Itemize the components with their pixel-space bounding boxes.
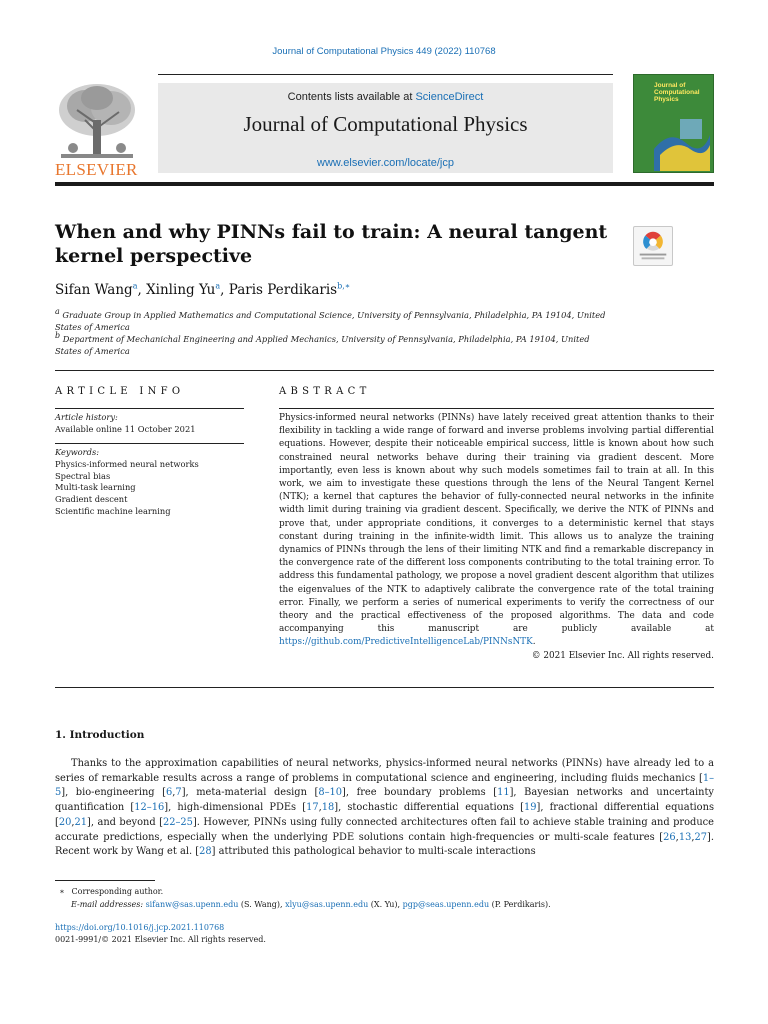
cover-title: Journal of Computational Physics [654,82,700,103]
affiliation-text: Department of Mechanichal Engineering and Applied Mechanics, University of Pennsylvania, Philadelphia, PA 19104, United States of America [55,334,590,356]
paragraph-text: ], Bayesian networks and uncertainty quantification [ [55,787,714,814]
affiliation-a [55,309,615,333]
paragraph-text: ], free boundary problems [ [342,787,498,799]
keyword-item: Gradient descent [55,494,128,505]
author-name: Xinling Yu [146,282,216,298]
paragraph-text: ], high-dimensional PDEs [ [164,802,307,814]
journal-homepage-link[interactable]: www.elsevier.com/locate/jcp [317,157,454,169]
article-info-rule [55,408,244,409]
affiliation-mark: b [55,331,61,341]
corresponding-author-label: Corresponding author. [71,887,164,896]
history-value: Available online 11 October 2021 [55,423,196,434]
paragraph-text: ]. Recent work by Wang et al. [ [55,831,714,858]
paragraph-text: ], meta-material design [ [181,787,319,799]
crossmark-icon [634,227,672,265]
journal-citation-link[interactable]: Journal of Computational Physics 449 (2022) 110768 [272,46,496,57]
journal-title-box [158,83,613,173]
citation-link[interactable]: 17 [306,802,319,814]
citation-link[interactable]: 7 [175,787,182,799]
affiliation-marker[interactable]: a [132,281,138,291]
citation-link[interactable]: 20 [58,816,72,828]
citation-link[interactable]: 11 [497,787,510,799]
author-name: Sifan Wang [55,282,133,298]
affiliation-marker[interactable]: a [215,281,221,291]
keyword-item: Scientific machine learning [55,505,171,516]
paragraph-text: Thanks to the approximation capabilities of neural networks, physics-informed neural networks (PINNs) have already led to a series of remarkable results across a range of problems in computational science and engineering, including fluids mechanics [ [55,758,714,784]
citation-link[interactable]: 22–25 [162,816,193,828]
email-link[interactable]: xlyu@sas.upenn.edu [285,899,369,909]
journal-name: Journal of Computational Physics [243,112,528,136]
citation-link[interactable]: 26 [663,831,676,843]
paragraph-text: , [172,787,176,799]
keyword-item: Spectral bias [55,470,111,481]
citation-link[interactable]: 27 [694,831,708,843]
abstract-heading: ABSTRACT [279,386,371,397]
journal-masthead [55,74,714,186]
abstract-body [279,412,714,663]
footnotes [55,886,714,911]
email-owner: (X. Yu), [368,899,403,909]
email-label: E-mail addresses: [71,899,144,909]
paragraph-text: , [318,802,322,814]
journal-cover-thumbnail[interactable] [633,74,714,173]
affiliation-b [55,333,615,357]
email-owner: (S. Wang), [238,899,286,909]
paragraph-text: ], stochastic differential equations [ [334,802,524,814]
abstract-copyright: © 2021 Elsevier Inc. All rights reserved. [531,650,714,661]
article-history [55,412,245,435]
history-label: Article history: [55,412,118,422]
masthead-bottom-rule [55,182,714,186]
keywords-rule [55,443,244,444]
footnote-rule [55,880,155,881]
masthead-top-rule [158,74,613,75]
keyword-item: Multi-task learning [55,482,136,493]
section-divider [55,687,714,688]
affiliation-text: Graduate Group in Applied Mathematics and Computational Science, University of Pennsylvania, Philadelphia, PA 19104, United States of America [55,310,606,332]
footnote-star: ∗ [59,887,65,896]
keywords-block [55,447,245,518]
contents-availability-line [158,91,613,103]
article-title: When and why PINNs fail to train: A neural tangent kernel perspective [55,221,608,267]
sciencedirect-link[interactable]: ScienceDirect [415,91,484,103]
citation-link[interactable]: 12–16 [134,802,165,814]
paragraph-text: ] attributed this pathological behavior to multi-scale interactions [211,846,536,858]
section-heading-introduction: 1. Introduction [55,729,145,741]
contents-prefix: Contents lists available at [287,91,416,103]
affiliation-mark: a [55,307,60,317]
paragraph-text: ]. However, PINNs using fully connected architectures often fail to achieve stable training and produce accurate predictions, especially when the underlying PDE solutions contain high-frequencies or multi-scale features [ [55,816,715,843]
paragraph-text: ], fractional differential equations [ [55,802,714,828]
paragraph-text: , [675,831,679,843]
check-for-updates-badge[interactable] [633,226,673,266]
introduction-paragraph [55,757,714,860]
elsevier-wordmark: ELSEVIER [55,160,138,179]
citation-link[interactable]: 1–5 [55,772,714,799]
elsevier-tree-logo-icon [55,80,139,166]
abstract-text-end: . [532,637,536,648]
doi-link[interactable]: https://doi.org/10.1016/j.jcp.2021.110768 [55,923,225,932]
author-name: Paris Perdikaris [228,282,338,298]
article-info-heading: ARTICLE INFO [55,386,185,397]
citation-link[interactable]: 21 [74,816,88,828]
affiliation-marker[interactable]: b,∗ [337,281,351,291]
affiliations [55,309,615,357]
corresponding-author-note [55,886,714,899]
cover-artwork-icon [650,109,712,171]
abstract-text: Physics-informed neural networks (PINNs) have lately received great attention thanks to their flexibility in tackling a wide range of forward and inverse problems involving partial differential equations. However, despite their noticeable empirical success, little is known about how such constrained neural networks behave during their training via gradient descent. More importantly, even less is known about why such models sometimes fail to train at all. In this work, we aim to investigate these questions through the lens of the Neural Tangent Kernel (NTK); a kernel that captures the behavior of fully-connected neural networks in the infinite width limit during training via gradient descent. Specifically, we derive the NTK of PINNs and prove that, under appropriate conditions, it converges to a deterministic kernel that stays constant during training in the infinite-width limit. This allows us to analyze the training dynamics of PINNs through the lens of their limiting NTK and find a remarkable discrepancy in the convergence rate of the different loss components contributing to the total training error. To address this fundamental pathology, we propose a novel gradient descent algorithm that utilizes the eigenvalues of the NTK to adaptively calibrate the convergence rate of the total training error. Finally, we perform a series of numerical experiments to verify the correctness of our theory and the practical effectiveness of the proposed algorithms. The data and code accompanying this manuscript are publicly available at [279,413,714,635]
paragraph-text: ], bio-engineering [ [61,787,167,799]
citation-link[interactable]: 13 [678,831,692,843]
email-addresses [55,899,714,912]
issn-copyright: 0021-9991/© 2021 Elsevier Inc. All rights reserved. [55,935,266,945]
author-list: Sifan Wang$^a$, Xinling Yu$^a$, Paris Perdikaris$^{b,∗}$ [55,281,351,298]
keyword-item: Physics-informed neural networks [55,458,199,469]
paragraph-text: , [691,831,695,843]
doi-block [55,922,266,946]
keywords-label: Keywords: [55,447,100,457]
paragraph-text: ], and beyond [ [87,816,163,828]
citation-link[interactable]: 18 [321,802,335,814]
email-owner: (P. Perdikaris). [489,899,551,909]
citation-link[interactable]: 8–10 [318,787,343,799]
citation-link[interactable]: 28 [199,846,212,858]
section-divider [55,370,714,371]
paragraph-text: , [71,816,75,828]
email-link[interactable]: pgp@seas.upenn.edu [402,899,490,909]
citation-link[interactable]: 6 [166,787,173,799]
citation-link[interactable]: 19 [523,802,537,814]
email-link[interactable]: sifanw@sas.upenn.edu [145,899,239,909]
code-repository-link[interactable]: https://github.com/PredictiveIntelligenceLab/PINNsNTK [279,637,533,648]
abstract-rule [279,408,714,409]
